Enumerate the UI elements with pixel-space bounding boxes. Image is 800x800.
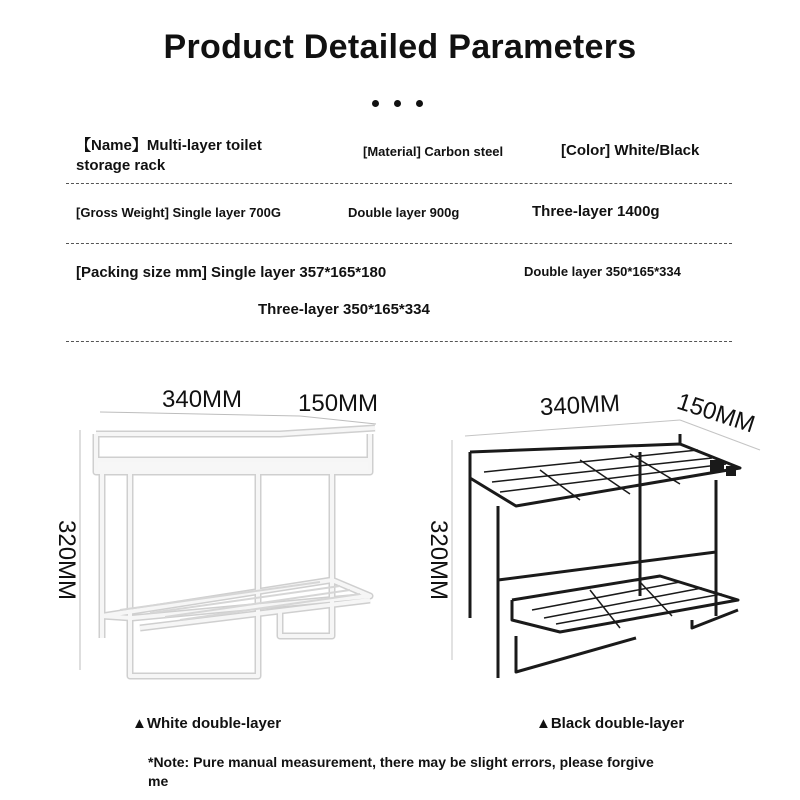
spec-name [76,136,262,176]
decorative-dots [372,100,423,107]
spec-packing-double: Double layer 350*165*334 [524,264,681,279]
dot [416,100,423,107]
spec-name-line1: 【Name】Multi-layer toilet [76,137,262,154]
page-title: Product Detailed Parameters [163,28,637,66]
white-rack-caption: ▲White double-layer [132,715,282,732]
spec-packing-three: Three-layer 350*165*334 [258,301,430,318]
divider [66,183,732,184]
white-rack-depth-label: 150MM [298,390,379,417]
white-rack-image [70,410,390,700]
spec-name-line2: storage rack [76,157,166,174]
dot [372,100,379,107]
footer-note: *Note: Pure manual measurement, there may be slight errors, please forgive me [148,754,654,789]
spec-color: [Color] White/Black [561,142,700,159]
white-rack-height-label: 320MM [53,520,80,601]
divider [66,341,732,342]
spec-packing-single: [Packing size mm] Single layer 357*165*180 [76,264,387,281]
black-rack-caption: ▲Black double-layer [536,715,685,732]
spec-gross-weight-double: Double layer 900g [348,205,460,220]
spec-gross-weight-single: [Gross Weight] Single layer 700G [76,205,281,220]
dot [394,100,401,107]
divider [66,243,732,244]
black-rack-height-label: 320MM [425,520,452,601]
black-rack-image [440,410,770,700]
black-rack-depth-label: 150MM [673,388,759,439]
black-rack-width-label: 340MM [539,389,621,422]
spec-material: [Material] Carbon steel [363,144,504,159]
spec-gross-weight-three: Three-layer 1400g [532,203,660,220]
white-rack-width-label: 340MM [162,386,243,413]
